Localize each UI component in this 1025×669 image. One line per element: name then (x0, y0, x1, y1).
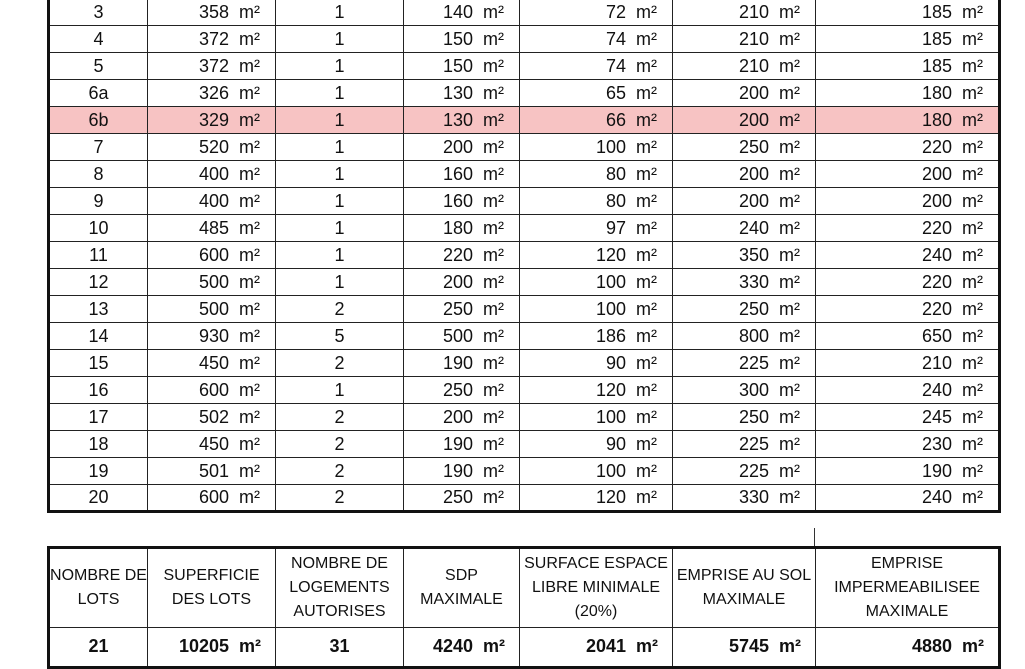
emprise-sol-cell: 300 m² (673, 377, 816, 404)
logements-cell: 5 (276, 323, 404, 350)
lot-number-cell: 6a (49, 80, 148, 107)
header-emprise-sol: EMPRISE AU SOL MAXIMALE (673, 548, 816, 628)
header-nombre-lots: NOMBRE DE LOTS (49, 548, 148, 628)
emprise-sol-cell: 250 m² (673, 404, 816, 431)
table-row (49, 26, 1000, 53)
table-row (49, 431, 1000, 458)
emprise-sol-cell: 330 m² (673, 485, 816, 512)
superficie-cell: 500 m² (148, 269, 276, 296)
superficie-cell: 400 m² (148, 161, 276, 188)
superficie-cell: 326 m² (148, 80, 276, 107)
superficie-cell: 600 m² (148, 377, 276, 404)
superficie-cell: 400 m² (148, 188, 276, 215)
emprise-imp-cell: 240 m² (816, 377, 1000, 404)
lot-number-cell: 7 (49, 134, 148, 161)
sdp-cell: 130 m² (404, 107, 520, 134)
sdp-cell: 150 m² (404, 26, 520, 53)
superficie-cell: 372 m² (148, 26, 276, 53)
table-row (49, 188, 1000, 215)
sdp-cell: 200 m² (404, 134, 520, 161)
table-row (49, 458, 1000, 485)
sdp-cell: 160 m² (404, 161, 520, 188)
total-espace-libre: 2041 m² (520, 628, 673, 668)
sdp-cell: 190 m² (404, 350, 520, 377)
espace-libre-cell: 65 m² (520, 80, 673, 107)
table-row (49, 161, 1000, 188)
emprise-sol-cell: 330 m² (673, 269, 816, 296)
logements-cell: 1 (276, 26, 404, 53)
superficie-cell: 502 m² (148, 404, 276, 431)
espace-libre-cell: 90 m² (520, 431, 673, 458)
espace-libre-cell: 100 m² (520, 134, 673, 161)
espace-libre-cell: 74 m² (520, 53, 673, 80)
logements-cell: 2 (276, 404, 404, 431)
lot-number-cell: 16 (49, 377, 148, 404)
lots-table-body (49, 0, 1000, 512)
table-row (49, 215, 1000, 242)
summary-table (47, 546, 1001, 669)
sdp-cell: 200 m² (404, 269, 520, 296)
header-espace-libre: SURFACE ESPACE LIBRE MINIMALE (20%) (520, 548, 673, 628)
logements-cell: 1 (276, 107, 404, 134)
sdp-cell: 160 m² (404, 188, 520, 215)
total-emprise-sol: 5745 m² (673, 628, 816, 668)
summary-totals-row (49, 628, 1000, 668)
superficie-cell: 485 m² (148, 215, 276, 242)
lot-number-cell: 9 (49, 188, 148, 215)
sdp-cell: 190 m² (404, 431, 520, 458)
table-row (49, 80, 1000, 107)
superficie-cell: 450 m² (148, 431, 276, 458)
lot-number-cell: 13 (49, 296, 148, 323)
table-row (49, 323, 1000, 350)
logements-cell: 1 (276, 53, 404, 80)
superficie-cell: 358 m² (148, 0, 276, 26)
espace-libre-cell: 90 m² (520, 350, 673, 377)
sdp-cell: 190 m² (404, 458, 520, 485)
emprise-imp-cell: 220 m² (816, 296, 1000, 323)
emprise-imp-cell: 650 m² (816, 323, 1000, 350)
table-row (49, 134, 1000, 161)
emprise-sol-cell: 200 m² (673, 107, 816, 134)
table-row (49, 0, 1000, 26)
espace-libre-cell: 80 m² (520, 161, 673, 188)
espace-libre-cell: 186 m² (520, 323, 673, 350)
emprise-sol-cell: 350 m² (673, 242, 816, 269)
logements-cell: 1 (276, 0, 404, 26)
emprise-sol-cell: 210 m² (673, 26, 816, 53)
espace-libre-cell: 80 m² (520, 188, 673, 215)
emprise-sol-cell: 240 m² (673, 215, 816, 242)
emprise-imp-cell: 240 m² (816, 242, 1000, 269)
logements-cell: 1 (276, 269, 404, 296)
lot-number-cell: 19 (49, 458, 148, 485)
logements-cell: 1 (276, 215, 404, 242)
table-row (49, 404, 1000, 431)
logements-cell: 2 (276, 485, 404, 512)
superficie-cell: 600 m² (148, 485, 276, 512)
logements-cell: 1 (276, 242, 404, 269)
emprise-imp-cell: 185 m² (816, 26, 1000, 53)
espace-libre-cell: 97 m² (520, 215, 673, 242)
espace-libre-cell: 74 m² (520, 26, 673, 53)
emprise-sol-cell: 225 m² (673, 431, 816, 458)
emprise-imp-cell: 220 m² (816, 269, 1000, 296)
lot-number-cell: 20 (49, 485, 148, 512)
emprise-imp-cell: 210 m² (816, 350, 1000, 377)
emprise-sol-cell: 210 m² (673, 0, 816, 26)
espace-libre-cell: 100 m² (520, 269, 673, 296)
sdp-cell: 250 m² (404, 296, 520, 323)
logements-cell: 1 (276, 134, 404, 161)
logements-cell: 2 (276, 431, 404, 458)
emprise-imp-cell: 230 m² (816, 431, 1000, 458)
logements-cell: 1 (276, 161, 404, 188)
total-emprise-imp: 4880 m² (816, 628, 1000, 668)
table-row (49, 350, 1000, 377)
superficie-cell: 450 m² (148, 350, 276, 377)
table-row (49, 107, 1000, 134)
table-row (49, 242, 1000, 269)
lot-number-cell: 4 (49, 26, 148, 53)
header-sdp: SDP MAXIMALE (404, 548, 520, 628)
emprise-imp-cell: 185 m² (816, 53, 1000, 80)
total-nombre-lots: 21 (49, 628, 148, 668)
lot-number-cell: 11 (49, 242, 148, 269)
header-emprise-imp: EMPRISE IMPERMEABILISEE MAXIMALE (816, 548, 1000, 628)
logements-cell: 2 (276, 350, 404, 377)
superficie-cell: 600 m² (148, 242, 276, 269)
table-row (49, 377, 1000, 404)
header-superficie: SUPERFICIE DES LOTS (148, 548, 276, 628)
emprise-sol-cell: 800 m² (673, 323, 816, 350)
sdp-cell: 140 m² (404, 0, 520, 26)
emprise-imp-cell: 220 m² (816, 215, 1000, 242)
logements-cell: 2 (276, 296, 404, 323)
lot-number-cell: 10 (49, 215, 148, 242)
emprise-imp-cell: 245 m² (816, 404, 1000, 431)
lots-table (47, 0, 1001, 513)
sdp-cell: 200 m² (404, 404, 520, 431)
total-logements: 31 (276, 628, 404, 668)
sdp-cell: 500 m² (404, 323, 520, 350)
emprise-sol-cell: 200 m² (673, 80, 816, 107)
lot-number-cell: 14 (49, 323, 148, 350)
lot-number-cell: 6b (49, 107, 148, 134)
logements-cell: 1 (276, 188, 404, 215)
superficie-cell: 329 m² (148, 107, 276, 134)
espace-libre-cell: 72 m² (520, 0, 673, 26)
lot-number-cell: 17 (49, 404, 148, 431)
logements-cell: 1 (276, 377, 404, 404)
emprise-sol-cell: 250 m² (673, 296, 816, 323)
lot-number-cell: 8 (49, 161, 148, 188)
emprise-sol-cell: 200 m² (673, 161, 816, 188)
total-sdp: 4240 m² (404, 628, 520, 668)
espace-libre-cell: 100 m² (520, 296, 673, 323)
emprise-imp-cell: 180 m² (816, 80, 1000, 107)
header-logements: NOMBRE DE LOGEMENTS AUTORISES (276, 548, 404, 628)
lot-number-cell: 18 (49, 431, 148, 458)
sdp-cell: 150 m² (404, 53, 520, 80)
table-row (49, 485, 1000, 512)
emprise-imp-cell: 190 m² (816, 458, 1000, 485)
superficie-cell: 520 m² (148, 134, 276, 161)
sdp-cell: 250 m² (404, 377, 520, 404)
emprise-imp-cell: 240 m² (816, 485, 1000, 512)
sdp-cell: 180 m² (404, 215, 520, 242)
emprise-imp-cell: 200 m² (816, 188, 1000, 215)
espace-libre-cell: 120 m² (520, 377, 673, 404)
lot-number-cell: 12 (49, 269, 148, 296)
summary-header-row (49, 548, 1000, 628)
emprise-imp-cell: 200 m² (816, 161, 1000, 188)
logements-cell: 1 (276, 80, 404, 107)
table-row (49, 53, 1000, 80)
logements-cell: 2 (276, 458, 404, 485)
espace-libre-cell: 120 m² (520, 485, 673, 512)
superficie-cell: 372 m² (148, 53, 276, 80)
espace-libre-cell: 66 m² (520, 107, 673, 134)
emprise-sol-cell: 210 m² (673, 53, 816, 80)
emprise-sol-cell: 225 m² (673, 350, 816, 377)
espace-libre-cell: 100 m² (520, 458, 673, 485)
emprise-sol-cell: 200 m² (673, 188, 816, 215)
sdp-cell: 130 m² (404, 80, 520, 107)
emprise-imp-cell: 220 m² (816, 134, 1000, 161)
superficie-cell: 930 m² (148, 323, 276, 350)
superficie-cell: 500 m² (148, 296, 276, 323)
superficie-cell: 501 m² (148, 458, 276, 485)
espace-libre-cell: 100 m² (520, 404, 673, 431)
column-divider (814, 528, 815, 548)
table-row (49, 296, 1000, 323)
table-row (49, 269, 1000, 296)
emprise-sol-cell: 225 m² (673, 458, 816, 485)
lot-number-cell: 15 (49, 350, 148, 377)
sdp-cell: 250 m² (404, 485, 520, 512)
emprise-sol-cell: 250 m² (673, 134, 816, 161)
total-superficie: 10205 m² (148, 628, 276, 668)
espace-libre-cell: 120 m² (520, 242, 673, 269)
sdp-cell: 220 m² (404, 242, 520, 269)
lot-number-cell: 5 (49, 53, 148, 80)
emprise-imp-cell: 185 m² (816, 0, 1000, 26)
emprise-imp-cell: 180 m² (816, 107, 1000, 134)
lot-number-cell: 3 (49, 0, 148, 26)
